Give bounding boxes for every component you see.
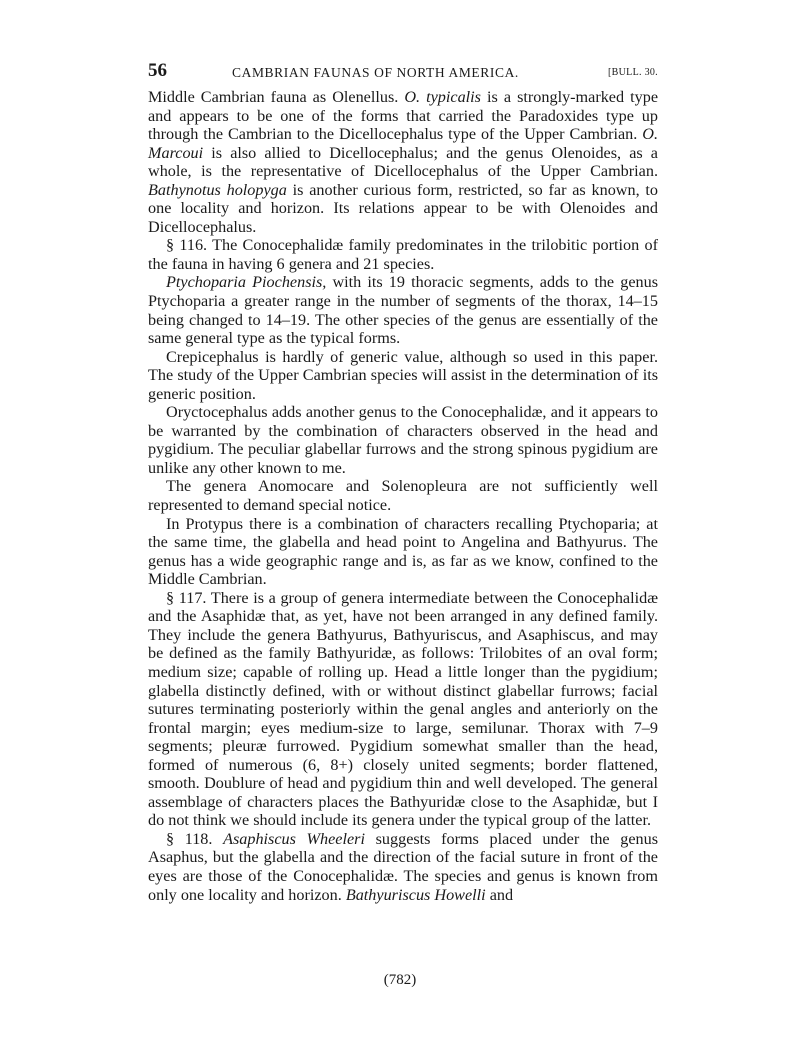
text-run: § 116. The Conocephalidæ family predominates in the trilobitic portion of the fauna in having 6 genera and 21 species. (148, 236, 658, 273)
paragraph (148, 515, 658, 589)
italic-taxon-name: O. typicalis (404, 88, 481, 106)
text-run: In Protypus there is a combination of characters recalling Ptychoparia; at the same time, the glabella and head point to Angelina and Bathyurus. The genus has a wide geographic range and is, as far as we know, confined to the Middle Cambrian. (148, 514, 658, 589)
text-run: with its 19 thoracic segments, adds to the genus Ptychoparia a greater range in the number of segments of the thorax, 14–15 being changed to 14–19. The other species of the genus are essentially of the same general type as the typical forms. (148, 273, 659, 348)
text-run: § 118. (166, 829, 224, 848)
page-number: 56 (148, 60, 167, 81)
text-run: suggests forms placed under the genus Asaphus, but the glabella and the direction of the facial suture in front of the eyes are those of the Conocephalidæ. The species and genus is known from only one locality and horizon. (148, 829, 658, 904)
paragraph (148, 477, 658, 514)
paragraph (148, 589, 658, 830)
text-run: Middle Cambrian fauna as Olenellus. (148, 88, 405, 106)
paragraph (148, 348, 658, 404)
text-run: The genera Anomocare and Solenopleura are not sufficiently well represented to demand special notice. (148, 477, 658, 515)
text-run: and (485, 885, 514, 904)
paragraph (148, 236, 658, 273)
paragraph (148, 830, 658, 904)
text-run: § 117. There is a group of genera intermediate between the Conocephalidæ and the Asaphidæ that, as yet, have not been arranged in any defined family. They include the genera Bathyurus, Bathyuriscus, and Asaphiscus, and may be defined as the family Bathyuridæ, as follows: Trilobites of an oval form; medium size; capable of rolling up. Head a little longer than the pygidium; glabella distinctly defined, with or without distinct glabellar furrows; facial sutures terminating posteriorly within the genal angles and anteriorly on the frontal margin; eyes medium-size to large, semilunar. Thorax with 7–9 segments; pleuræ furrowed. Pygidium somewhat smaller than the head, formed of numerous (6, 8+) closely united segments; border flattened, smooth. Doublure of head and pygidium thin and well developed. The general assemblage of characters places the Bathyuridæ close to the Asaphidæ, but I do not think we should include its genera under the typical group of the latter. (148, 588, 658, 830)
folio-number: (782) (383, 972, 417, 988)
paragraph (148, 88, 658, 236)
italic-taxon-name: Bathyuriscus Howelli (345, 885, 486, 904)
text-run: is another curious form, restricted, so far as known, to one locality and horizon. Its relations appear to be with Olenoides and Dicellocephalus. (148, 180, 658, 236)
bulletin-reference: [BULL. 30. (608, 67, 658, 78)
text-run: is a strongly-marked type and appears to be one of the forms that carried the Paradoxides type up through the Cambrian to the Dicellocephalus type of the Upper Cambrian. (148, 88, 659, 144)
running-head (148, 58, 658, 88)
text-run: Oryctocephalus adds another genus to the Conocephalidæ, and it appears to be warranted by the combination of characters observed in the head and pygidium. The peculiar glabellar furrows and the strong spinous pygidium are unlike any other known to me. (148, 403, 658, 477)
book-page (148, 58, 658, 904)
text-run: Crepicephalus is hardly of generic value, although so used in this paper. The study of the Upper Cambrian species will assist in the determination of its generic position. (148, 347, 658, 403)
running-title: CAMBRIAN FAUNAS OF NORTH AMERICA. (232, 65, 519, 80)
italic-taxon-name: Ptychoparia Piochensis, (166, 273, 327, 292)
italic-taxon-name: Bathynotus holopyga (148, 180, 287, 199)
italic-taxon-name: Asaphiscus Wheeleri (223, 829, 365, 848)
body-text (148, 88, 658, 904)
paragraph (148, 403, 658, 477)
italic-taxon-name: O. Marcoui (148, 125, 658, 162)
paragraph (148, 273, 658, 347)
text-run: is also allied to Dicellocephalus; and the genus Olenoides, as a whole, is the representative of Dicellocephalus of the Upper Cambrian. (148, 143, 658, 181)
